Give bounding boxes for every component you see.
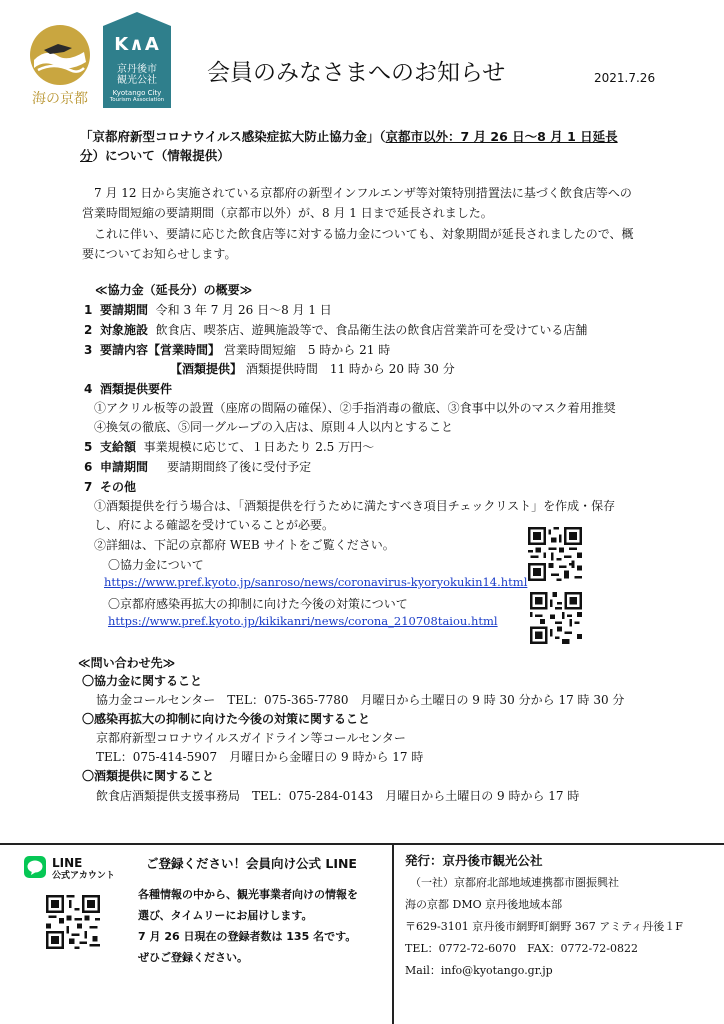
contact-1-line: 協力金コールセンター TEL：075-365-7780 月曜日から土曜日の 9 時 30 分から 17 時 30 分 [96, 693, 625, 707]
link2-label: 〇京都府感染再拡大の抑制に向けた今後の対策について [108, 597, 408, 611]
intro-p1-line1: 7 月 12 日から実施されている京都府の新型インフルエンザ等対策特別措置法に基づく飲食店等への [94, 186, 632, 200]
item-4-num: 4 [84, 382, 93, 396]
contact-2-title: 〇感染再拡大の抑制に向けた今後の対策に関すること [82, 712, 371, 726]
item-7-line3: ②詳細は、下記の京都府 WEB サイトをご覧ください。 [94, 538, 395, 552]
register-p3: 7 月 26 日現在の登録者数は 135 名です。 [138, 930, 357, 943]
publisher-line-4: TEL：0772-72-6070 FAX：0772-72-0822 [405, 942, 638, 955]
publisher-line-3: 〒629-3101 京丹後市網野町網野 367 アミティ丹後１F [405, 920, 683, 933]
issue-date: 2021.7.26 [594, 71, 656, 85]
subject [80, 127, 670, 165]
overview-item-3-sub2 [170, 361, 455, 377]
line-title: LINE [52, 856, 83, 870]
kta-name-line1: 京丹後市 [117, 64, 157, 75]
overview-item-7 [84, 479, 136, 495]
item-3-sub1-label: 【営業時間】 [148, 343, 221, 357]
item-6-num: 6 [84, 460, 93, 474]
footer-vertical-divider [392, 845, 394, 1024]
umi-no-kyoto-label: 海の京都 [32, 91, 88, 107]
line-qr-code-icon[interactable] [46, 895, 100, 949]
umi-no-kyoto-logo [24, 22, 96, 110]
kta-glyphs: K∧A [114, 34, 160, 55]
intro-p2-line1: これに伴い、要請に応じた飲食店等に対する協力金についても、対象期間が延長されましたので、概 [94, 227, 634, 241]
item-2-num: 2 [84, 323, 93, 337]
item-2-text: 飲食店、喫茶店、遊興施設等で、食品衛生法の飲食店営業許可を受けている店舗 [155, 323, 588, 337]
item-1-text: 令和 3 年 7 月 26 日～8 月 1 日 [155, 303, 332, 317]
item-7-label: その他 [100, 480, 137, 494]
publisher-line-2: 海の京都 DMO 京丹後地域本部 [405, 898, 563, 911]
item-3-num: 3 [84, 343, 93, 357]
link-kyoryokukin[interactable]: https://www.pref.kyoto.jp/sanroso/news/coronavirus-kyoryokukin14.html [104, 575, 528, 589]
item-1-num: 1 [84, 303, 93, 317]
line-sub: 公式アカウント [52, 871, 115, 881]
subject-extension-period: 京都市以外：7 月 26 日～8 月 1 日延長 [385, 129, 618, 144]
overview-heading: ≪協力金（延長分）の概要≫ [95, 283, 253, 297]
item-3-sub2-label: 【酒類提供】 [170, 362, 243, 376]
item-2-label: 対象施設 [100, 323, 149, 337]
overview-item-6 [84, 459, 311, 475]
publisher-line-5: Mail：info@kyotango.gr.jp [405, 964, 553, 977]
footer-divider [0, 843, 724, 845]
contact-3-line: 飲食店酒類提供支援事務局 TEL：075-284-0143 月曜日から土曜日の 9 時から 17 時 [96, 789, 580, 803]
item-4-label: 酒類提供要件 [100, 382, 173, 396]
overview-item-5 [84, 439, 374, 455]
publisher-line-1: （一社）京都府北部地域連携都市圏振興社 [410, 876, 619, 889]
register-p4: ぜひご登録ください。 [138, 951, 248, 964]
item-4-line1: ①アクリル板等の設置（座席の間隔の確保）、②手指消毒の徹底、③食事中以外のマスク着用推奨 [94, 401, 616, 415]
qr-code-icon [528, 527, 582, 581]
subject-part1: 「京都府新型コロナウイルス感染症拡大防止協力金」（ [80, 129, 386, 144]
item-3-sub2-text: 酒類提供時間 11 時から 20 時 30 分 [245, 362, 455, 376]
kta-name-line2: 観光公社 [117, 75, 157, 86]
item-5-label: 支給額 [100, 440, 137, 454]
register-p1: 各種情報の中から、観光事業者向けの情報を [138, 888, 358, 901]
line-badge-icon [24, 856, 46, 878]
item-7-num: 7 [84, 480, 93, 494]
item-6-text: 要請期間終了後に受付予定 [167, 460, 312, 474]
contact-2-line2: TEL：075-414-5907 月曜日から金曜日の 9 時から 17 時 [96, 750, 424, 764]
item-7-line1: ①酒類提供を行う場合は、「酒類提供を行うために満たすべき項目チェックリスト」を作成・保存 [94, 499, 616, 513]
item-4-line2: ④換気の徹底、⑤同一グループの入店は、原則４人以内とすること [94, 420, 454, 434]
intro-p2-line2: 要についてお知らせします。 [82, 247, 237, 261]
kta-logo [103, 12, 171, 108]
item-5-text: 事業規模に応じて、１日あたり 2.5 万円～ [143, 440, 375, 454]
item-3-label: 要請内容 [100, 343, 149, 357]
item-6-label: 申請期間 [100, 460, 149, 474]
chat-bubble-icon [24, 856, 46, 878]
item-7-line2: し、府による確認を受けていることが必要。 [94, 518, 335, 532]
contact-2-line1: 京都府新型コロナウイルスガイドライン等コールセンター [96, 731, 406, 745]
register-p2: 選び、タイムリーにお届けします。 [138, 909, 313, 922]
subject-extension-period-end: 分 [80, 148, 93, 163]
contact-1-title: 〇協力金に関すること [82, 674, 203, 688]
contact-3-title: 〇酒類提供に関すること [82, 769, 215, 783]
overview-item-1 [84, 302, 332, 318]
publisher-heading: 発行：京丹後市観光公社 [405, 853, 543, 868]
wave-emblem-icon [24, 22, 96, 88]
overview-item-2 [84, 322, 587, 338]
item-1-label: 要請期間 [100, 303, 149, 317]
subject-part2: ）について（情報提供） [92, 148, 230, 163]
register-heading: ご登録ください！会員向け公式 LINE [146, 856, 357, 871]
page-title: 会員のみなさまへのお知らせ [207, 60, 506, 86]
item-3-sub1-text: 営業時間短縮 5 時から 21 時 [223, 343, 391, 357]
item-5-num: 5 [84, 440, 93, 454]
intro-p1-line2: 営業時間短縮の要請期間（京都市以外）が、8 月 1 日まで延長されました。 [82, 206, 493, 220]
link-taisaku[interactable]: https://www.pref.kyoto.jp/kikikanri/news/corona_210708taiou.html [108, 614, 498, 628]
link1-label: 〇協力金について [108, 558, 204, 572]
qr-code-icon [530, 592, 582, 644]
kta-en-line1: Kyotango City [112, 89, 162, 97]
overview-item-4 [84, 381, 172, 397]
kta-en-line2: Tourism Association [109, 97, 165, 103]
contacts-heading: ≪問い合わせ先≫ [78, 656, 176, 670]
overview-item-3 [84, 342, 390, 358]
